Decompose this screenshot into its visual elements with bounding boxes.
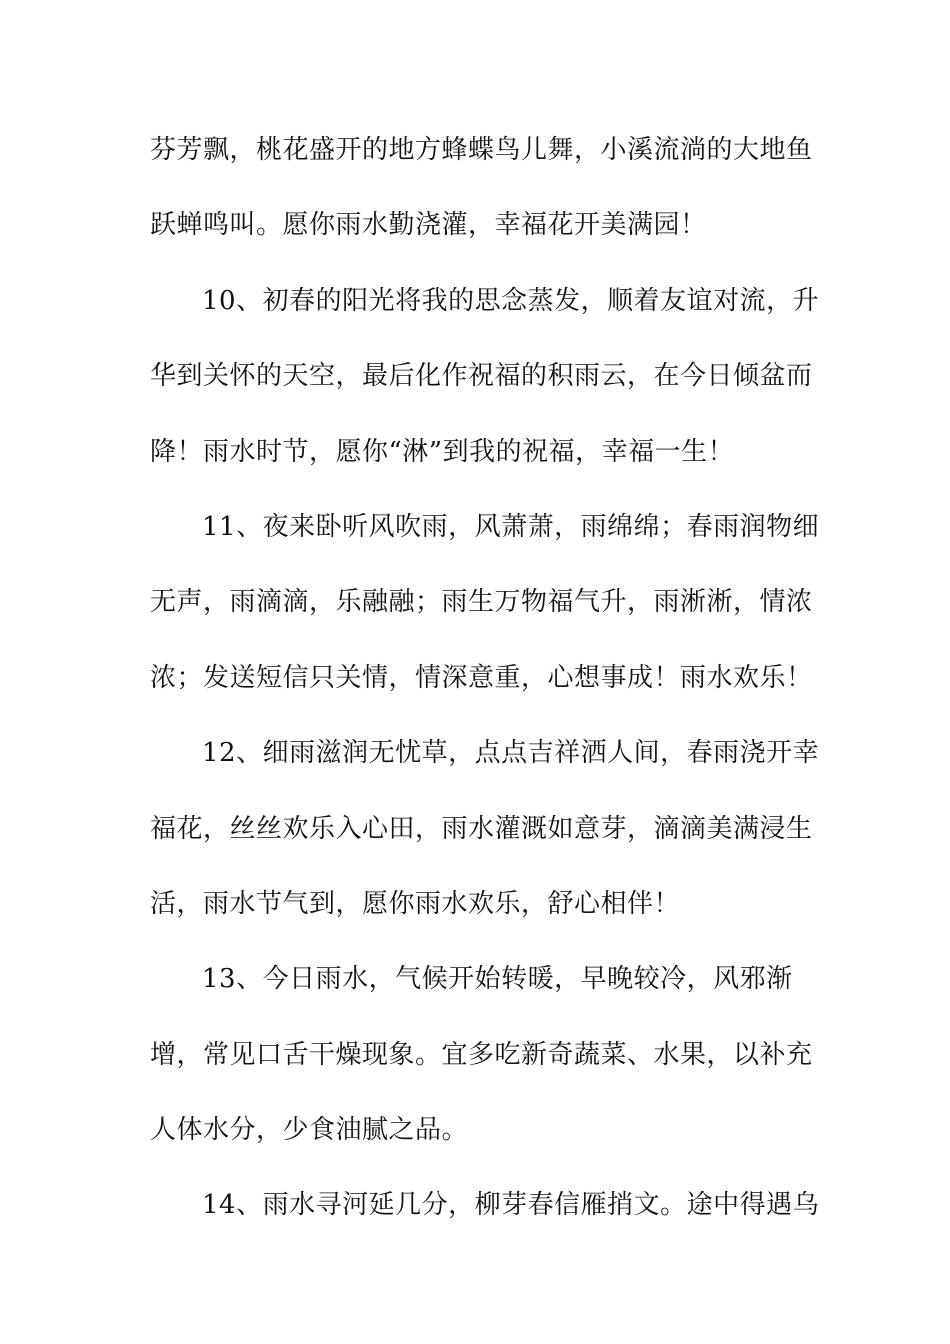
text-line: 人体水分，少食油腻之品。 <box>150 1115 469 1146</box>
paragraph-start-line: 13、今日雨水，气候开始转暖，早晚较冷，风邪渐 <box>202 964 793 995</box>
paragraph-start-line: 12、细雨滋润无忧草，点点吉祥洒人间，春雨浇开幸 <box>202 738 820 769</box>
text-line: 增，常见口舌干燥现象。宜多吃新奇蔬菜、水果，以补充 <box>150 1039 813 1070</box>
paragraph-start-line: 14、雨水寻河延几分，柳芽春信雁捎文。途中得遇乌 <box>202 1190 820 1221</box>
text-line: 活，雨水节气到，愿你雨水欢乐，舒心相伴！ <box>150 888 681 919</box>
text-line: 降！雨水时节，愿你“淋”到我的祝福，幸福一生！ <box>150 436 735 467</box>
text-line: 华到关怀的天空，最后化作祝福的积雨云，在今日倾盆而 <box>150 361 813 392</box>
text-line: 无声，雨滴滴，乐融融；雨生万物福气升，雨淅淅，情浓 <box>150 587 813 618</box>
document-body <box>150 118 820 1249</box>
text-line: 福花，丝丝欢乐入心田，雨水灌溉如意芽，滴滴美满浸生 <box>150 813 813 844</box>
text-line: 浓；发送短信只关情，情深意重，心想事成！雨水欢乐！ <box>150 662 813 693</box>
text-line: 跃蝉鸣叫。愿你雨水勤浇灌，幸福花开美满园！ <box>150 210 707 241</box>
text-line: 芬芳飘，桃花盛开的地方蜂蝶鸟儿舞，小溪流淌的大地鱼 <box>150 135 813 165</box>
paragraph-start-line: 11、夜来卧听风吹雨，风萧萧，雨绵绵；春雨润物细 <box>202 511 820 542</box>
paragraph-start-line: 10、初春的阳光将我的思念蒸发，顺着友谊对流，升 <box>202 285 820 316</box>
